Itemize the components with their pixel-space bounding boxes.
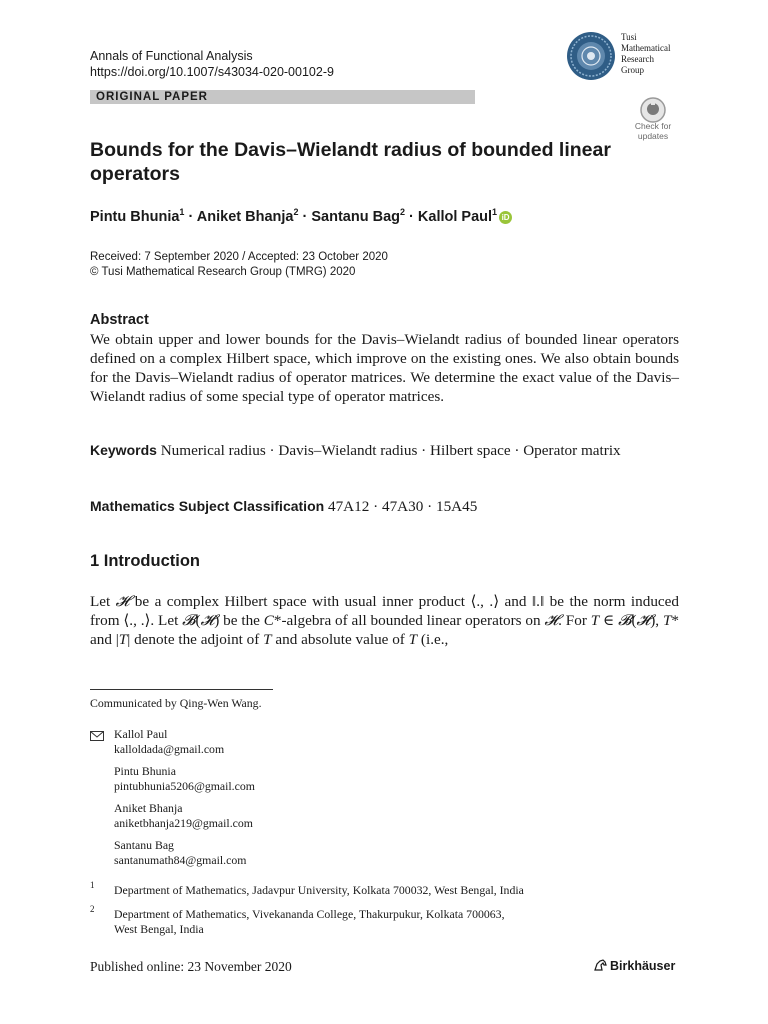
abstract-heading: Abstract bbox=[90, 312, 149, 328]
doi-link[interactable]: https://doi.org/10.1007/s43034-020-00102-9 bbox=[90, 65, 334, 79]
tmrg-seal-icon bbox=[566, 31, 616, 81]
msc-label: Mathematics Subject Classification bbox=[90, 498, 325, 514]
contact-name: Kallol Paul bbox=[114, 727, 168, 741]
publisher-name: Birkhäuser bbox=[610, 959, 676, 973]
contact-kallol-paul bbox=[114, 727, 224, 757]
envelope-icon bbox=[90, 731, 104, 741]
contact-aniket-bhanja bbox=[114, 801, 253, 831]
tmrg-logo-text: Tusi Mathematical Research Group bbox=[621, 32, 671, 75]
affiliation-1: Department of Mathematics, Jadavpur University, Kolkata 700032, West Bengal, India bbox=[114, 883, 524, 897]
affiliation-2: Department of Mathematics, Vivekananda College, Thakurpukur, Kolkata 700063, West Bengal, India bbox=[114, 907, 505, 936]
contact-email[interactable]: kalloldada@gmail.com bbox=[114, 742, 225, 756]
contact-email[interactable]: pintubhunia5206@gmail.com bbox=[114, 779, 255, 793]
contact-santanu-bag bbox=[114, 838, 246, 868]
section-heading-introduction: 1 Introduction bbox=[90, 552, 200, 570]
author-names: Pintu Bhunia$^1$ · Aniket Bhanja$^2$ · Santanu Bag$^2$ · Kallol Paul$^1$ bbox=[90, 207, 498, 225]
article-dates bbox=[90, 250, 388, 280]
affiliation-number: 1 bbox=[90, 880, 95, 890]
springer-horse-icon bbox=[594, 959, 607, 971]
author-list bbox=[90, 207, 512, 225]
msc-classification bbox=[90, 497, 477, 516]
published-online: Published online: 23 November 2020 bbox=[90, 959, 292, 974]
contact-name: Pintu Bhunia bbox=[114, 764, 176, 778]
received-accepted: Received: 7 September 2020 / Accepted: 23 October 2020 bbox=[90, 251, 388, 263]
journal-name: Annals of Functional Analysis bbox=[90, 49, 253, 63]
contact-email[interactable]: aniketbhanja219@gmail.com bbox=[114, 816, 253, 830]
tmrg-logo bbox=[566, 31, 706, 81]
contact-name: Aniket Bhanja bbox=[114, 801, 183, 815]
contact-email[interactable]: santanumath84@gmail.com bbox=[114, 853, 247, 867]
check-updates-label: Check for updates bbox=[634, 121, 672, 141]
affiliation-number: 2 bbox=[90, 904, 95, 914]
orcid-icon[interactable]: iD bbox=[499, 211, 512, 224]
msc-values: 47A12 · 47A30 · 15A45 bbox=[327, 498, 478, 515]
keywords bbox=[90, 441, 679, 460]
keywords-values: Numerical radius · Davis–Wielandt radius · Hilbert space · Operator matrix bbox=[160, 442, 621, 459]
check-updates-icon bbox=[640, 97, 666, 123]
introduction-text: Let 𝓗 be a complex Hilbert space with usual inner product ⟨., .⟩ and ‖.‖ be the norm induced from ⟨., .⟩. Let 𝓑(𝓗) be the C*-algebra of all bounded linear operators on 𝓗. For T ∈ 𝓑(𝓗), T* and |T| denote the adjoint of T and absolute value of T (i.e., bbox=[90, 593, 679, 648]
check-for-updates-button[interactable] bbox=[627, 97, 679, 142]
publisher-brand bbox=[594, 959, 675, 973]
article-type-banner bbox=[90, 90, 475, 104]
footnote-divider bbox=[90, 689, 273, 690]
contact-name: Santanu Bag bbox=[114, 838, 174, 852]
abstract-text: We obtain upper and lower bounds for the Davis–Wielandt radius of bounded linear operators defined on a complex Hilbert space, which improve on the existing ones. We also obtain bounds for the Davis–Wielandt radius of operator matrices. We determine the exact value of the Davis–Wielandt radius of some special type of operator matrices. bbox=[90, 331, 679, 405]
article-title: Bounds for the Davis–Wielandt radius of bounded linear operators bbox=[90, 139, 611, 185]
keywords-label: Keywords bbox=[90, 442, 157, 458]
contact-pintu-bhunia bbox=[114, 764, 255, 794]
copyright-line: © Tusi Mathematical Research Group (TMRG) 2020 bbox=[90, 266, 356, 278]
article-type-label: ORIGINAL PAPER bbox=[96, 91, 208, 103]
journal-header bbox=[90, 48, 334, 80]
communicated-by: Communicated by Qing-Wen Wang. bbox=[90, 696, 262, 710]
